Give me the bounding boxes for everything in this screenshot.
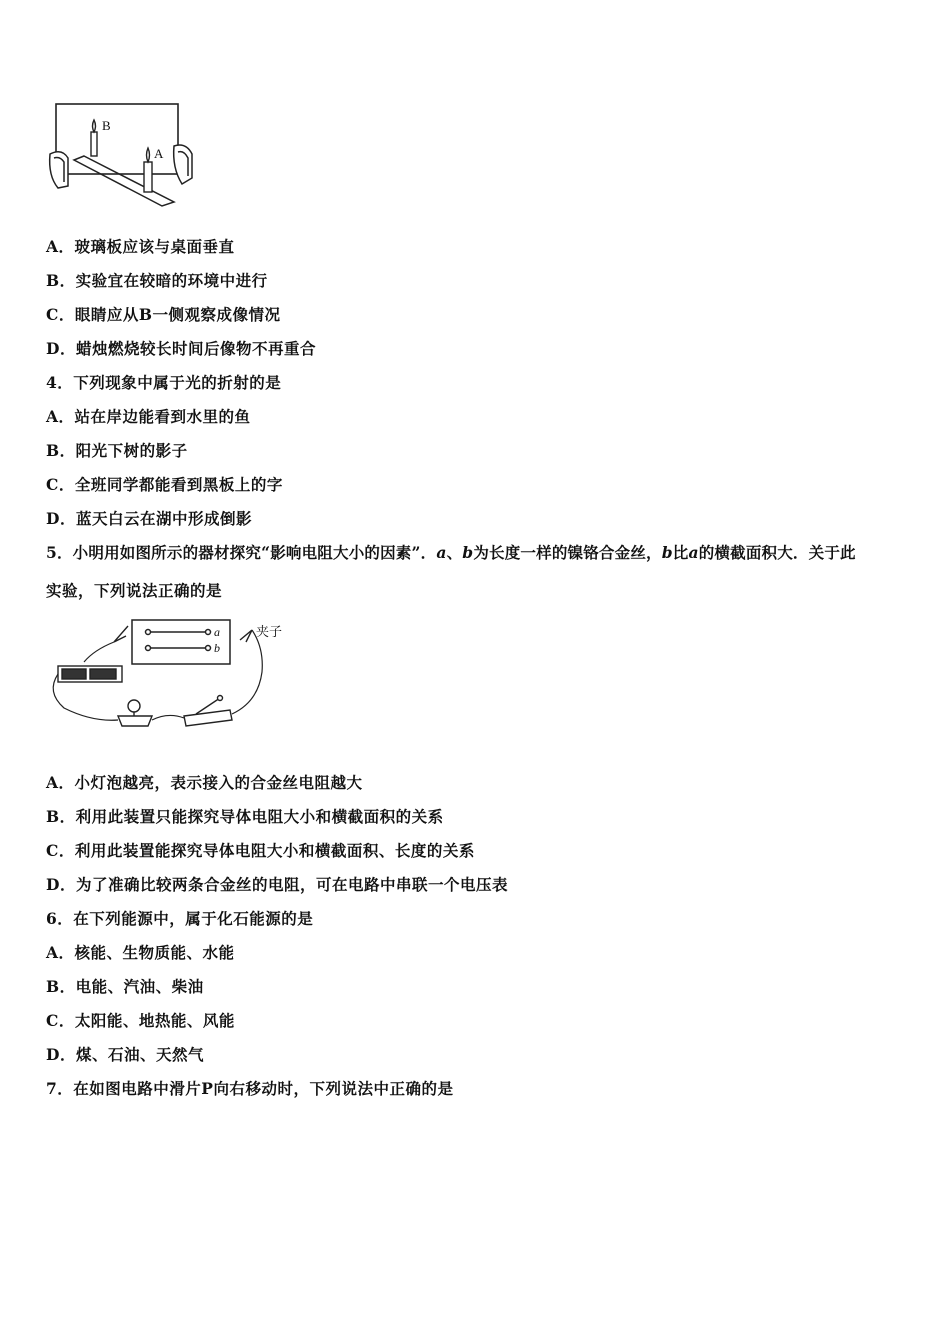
q6-option-c: C．太阳能、地热能、风能 <box>46 1011 235 1030</box>
q6-option-a: A．核能、生物质能、水能 <box>46 943 235 962</box>
q4-stem: 4．下列现象中属于光的折射的是 <box>46 373 282 392</box>
mirror-candle-figure <box>44 98 204 210</box>
q3-option-d: D．蜡烛燃烧较长时间后像物不再重合 <box>46 339 316 358</box>
support-base-left <box>50 152 68 188</box>
resistance-circuit-figure <box>44 612 294 736</box>
q4-option-c: C．全班同学都能看到黑板上的字 <box>46 475 283 494</box>
q6-option-d: D．煤、石油、天然气 <box>46 1045 204 1064</box>
q5-stem <box>46 541 856 563</box>
q5-stem-part2: 为长度一样的镍铬合金丝， <box>473 543 662 562</box>
battery-pack <box>58 666 122 682</box>
q3-option-c: C．眼睛应从B一侧观察成像情况 <box>46 305 281 324</box>
clip-label: 夹子 <box>256 624 283 639</box>
q5-var-b2: b <box>661 543 673 562</box>
q5-var-b: b <box>462 543 474 562</box>
bulb <box>118 700 152 726</box>
q6-stem: 6．在下列能源中，属于化石能源的是 <box>46 909 314 928</box>
wire-b-label: b <box>214 641 220 655</box>
q4-option-d: D．蓝天白云在湖中形成倒影 <box>46 509 252 528</box>
q5-var-a2: a <box>688 543 699 562</box>
q5-sep: 、 <box>446 543 463 562</box>
clip-right <box>240 630 252 642</box>
q4-option-b: B．阳光下树的影子 <box>46 441 188 460</box>
candle-b <box>91 120 97 156</box>
ruler <box>74 156 174 206</box>
candle-a-label: A <box>154 146 164 161</box>
q5-option-c: C．利用此装置能探究导体电阻大小和横截面积、长度的关系 <box>46 841 475 860</box>
q5-stem-line2: 实验，下列说法正确的是 <box>46 581 223 600</box>
switch <box>184 696 232 727</box>
wire-a-label: a <box>214 625 220 639</box>
q5-option-a: A．小灯泡越亮，表示接入的合金丝电阻越大 <box>46 773 363 792</box>
support-base-right <box>174 145 192 184</box>
q7-stem: 7．在如图电路中滑片P向右移动时，下列说法中正确的是 <box>46 1079 454 1098</box>
q3-option-b: B．实验宜在较暗的环境中进行 <box>46 271 268 290</box>
q5-var-a: a <box>436 543 447 562</box>
q5-option-d: D．为了准确比较两条合金丝的电阻，可在电路中串联一个电压表 <box>46 875 508 894</box>
q5-option-b: B．利用此装置只能探究导体电阻大小和横截面积的关系 <box>46 807 444 826</box>
clip-left <box>114 626 128 642</box>
candle-b-label: B <box>102 118 111 133</box>
q4-option-a: A．站在岸边能看到水里的鱼 <box>46 407 251 426</box>
glass-plate <box>56 104 178 174</box>
q6-option-b: B．电能、汽油、柴油 <box>46 977 204 996</box>
candle-a <box>144 148 152 192</box>
q5-stem-part3: 比 <box>672 543 689 562</box>
q3-option-a: A．玻璃板应该与桌面垂直 <box>46 237 235 256</box>
q5-stem-part1: 5．小明用如图所示的器材探究“影响电阻大小的因素”． <box>46 543 437 562</box>
q5-stem-part4: 的横截面积大．关于此 <box>698 543 856 562</box>
